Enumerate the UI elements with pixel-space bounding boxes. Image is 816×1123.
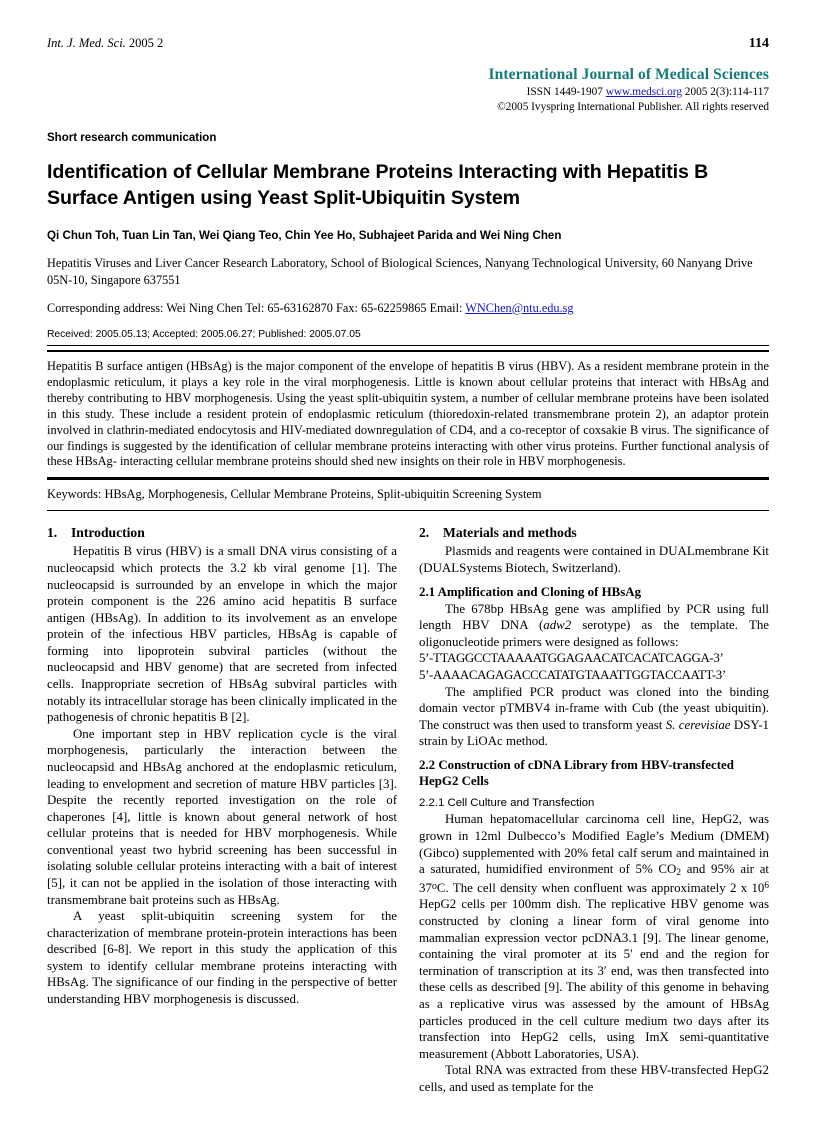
paragraph-part: The amplified PCR product was cloned into the binding domain vector pTMBV4 in-frame with Cub (the yeast ubiquitin). The construct was then used to transform yeast <box>419 684 769 732</box>
article-type-label: Short research communication <box>47 132 217 145</box>
running-head-journal-italic: Int. J. Med. Sci. <box>47 36 126 50</box>
running-head <box>47 36 769 54</box>
paragraph: Hepatitis B virus (HBV) is a small DNA virus consisting of a nucleocapsid which protects the 3.2 kb viral genome [1]. The nucleocapsid is surrounded by an envelope in which the major protein component is the 226 amino acid hepatitis B surface antigen (HBsAg). In addition to its involvement as an envelope protein of the infectious HBV particles, HBsAg is capable of forming into lipoprotein subviral particles (without the nucleocapsid and HBV genome) that are secreted from infected cells. Inappropriate secretion of HBsAg subviral particles with notably its intracellular storage has been clinically implicated in the pathogenesis of chronic hepatitis B [2]. <box>47 544 397 725</box>
running-head-journal-volume: 2005 2 <box>125 36 164 50</box>
divider-below-abstract-thin <box>47 479 769 480</box>
divider-below-keywords <box>47 510 769 511</box>
paragraph-part: and 95% air at 37 <box>419 862 770 895</box>
section-title-2: Materials and methods <box>443 525 577 541</box>
section-heading-materials-and-methods <box>419 525 769 541</box>
author-list: Qi Chun Toh, Tuan Lin Tan, Wei Qiang Teo, Chin Yee Ho, Subhajeet Parida and Wei Ning Chen <box>47 229 562 243</box>
serotype-italic: adw2 <box>543 618 572 633</box>
subsection-heading-2-1: 2.1 Amplification and Cloning of HBsAg <box>419 584 642 599</box>
co2-subscript: 2 <box>676 867 681 878</box>
paragraph-part: The 678bp HBsAg gene was amplified by PCR using full length HBV DNA ( <box>419 601 769 633</box>
paragraph: Plasmids and reagents were contained in DUALmembrane Kit (DUALSystems Biotech, Switzerland). <box>419 544 769 575</box>
section-number-2: 2. <box>419 525 430 541</box>
subsection-heading-2-2-1: 2.2.1 Cell Culture and Transfection <box>419 797 595 810</box>
paragraph-part: C. The cell density when confluent was approximately 2 x 10 <box>436 880 765 895</box>
divider-above-abstract-thin <box>47 345 769 346</box>
primer-sequence-reverse: 5’-AAAACAGAGACCCATATGTAAATTGGTACCAATT-3’ <box>419 668 726 682</box>
article-body <box>47 525 769 1095</box>
keywords: Keywords: HBsAg, Morphogenesis, Cellular Membrane Proteins, Split-ubiquitin Screening System <box>47 487 542 502</box>
paragraph: One important step in HBV replication cycle is the viral morphogenesis, particularly the interaction between the nucleocapsid and HBsAg anchored at the endoplasmic reticulum, leading to envelopment and secretion of mature HBV particles [3]. Despite the recently reported investigation on the role of chaperones [4], little is known about general network of host cellular proteins that is needed for HBV morphogenesis. While conventional yeast two hybrid screening has been successful in isolating soluble cellular proteins interacting with a bait of interest [5], it can not be applied in the isolation of those interacting with transmembrane bait proteins such as HBsAg. <box>47 726 397 907</box>
journal-website-link[interactable]: www.medsci.org <box>605 85 682 98</box>
section-title-1: Introduction <box>71 525 145 541</box>
corresponding-label: Corresponding address: Wei Ning Chen Tel: 65-63162870 Fax: 65-62259865 Email: <box>47 300 466 315</box>
abstract-text: Hepatitis B surface antigen (HBsAg) is the major component of the envelope of hepatitis B virus (HBV). As a resident membrane protein in the endoplasmic reticulum, it plays a key role in the viral morphogenesis. Little is known about cellular proteins that interact with HBsAg and thereby contributing to HBV morphogenesis. Using the yeast split-ubiquitin system, a number of cellular membrane proteins have been isolated in this study. These include a resident protein of endoplasmic reticulum (thioredoxin-related transmembrane protein 2), an adaptor protein involved in clathrin-mediated endocytosis and HIV-mediated downregulation of CD4, and a co-receptor of coxsakie B virus. The significance of our findings is suggested by the identification of cellular membrane proteins interacting with other virus proteins. Further functional analysis of these HBsAg- interacting cellular membrane proteins should shed new insights on their role in HBV morphogenesis. <box>47 358 769 469</box>
species-name-italic: S. cerevisiae <box>665 717 731 732</box>
paragraph-part: serotype) as the template. The oligonucleotide primers were designed as follows: <box>419 618 769 649</box>
paragraph-part: DSY-1 strain by LiOAc method. <box>419 717 769 749</box>
paragraph <box>419 601 769 651</box>
corresponding-address <box>47 301 769 316</box>
paragraph <box>419 811 769 1062</box>
corresponding-email-link[interactable]: WNChen@ntu.edu.sg <box>465 300 574 315</box>
page-number: 114 <box>748 36 769 51</box>
divider-above-abstract-thick <box>47 350 769 352</box>
publication-dates: Received: 2005.05.13; Accepted: 2005.06.27; Published: 2005.07.05 <box>47 328 361 340</box>
paragraph <box>419 684 769 750</box>
column-left <box>47 525 397 1095</box>
degree-symbol: o <box>431 881 437 893</box>
issn-label: ISSN 1449-1907 <box>526 85 606 98</box>
exponent-superscript: 6 <box>764 881 769 891</box>
journal-issn-line <box>47 86 769 100</box>
page-title: Identification of Cellular Membrane Proteins Interacting with Hepatitis B Surface Antigen using Yeast Split-Ubiquitin System <box>47 161 709 209</box>
journal-copyright: ©2005 Ivyspring International Publisher. All rights reserved <box>497 100 769 113</box>
subsection-heading-2-2: 2.2 Construction of cDNA Library from HBV-transfected HepG2 Cells <box>419 757 734 789</box>
section-number-1: 1. <box>47 525 58 541</box>
journal-title: International Journal of Medical Sciences <box>488 66 769 83</box>
affiliation: Hepatitis Viruses and Liver Cancer Research Laboratory, School of Biological Sciences, Nanyang Technological University, 60 Nanyang Drive 05N-10, Singapore 637551 <box>47 256 753 287</box>
paragraph: A yeast split-ubiquitin screening system for the characterization of membrane protein-protein interactions has been described [6-8]. We report in this study the application of this system to identify cellular membrane proteins interacting with HBsAg. The significance of our finding in the perspective of better understanding HBV morphogenesis is discussed. <box>47 909 397 1007</box>
primer-sequence-forward: 5’-TTAGGCCTAAAAATGGAGAACATCACATCAGGA-3’ <box>419 651 724 666</box>
paragraph-part: HepG2 cells per 100mm dish. The replicative HBV genome was constructed by cloning a linear form of viral genome into mammalian expression vector pcDNA3.1 [9]. The linear genome, containing the viral promoter at its 5′ end and the region for termination of transcription at its 3′ end, was then transfected into these cells as described [9]. The ability of this genome in behaving as a replicative virus was assessed by the amount of HBsAg particles produced in the cell culture medium two days after its transfection into HepG2 cells, using ImX semi-quantitative measurement (Abbott Laboratories, USA). <box>419 897 769 1061</box>
paragraph: Total RNA was extracted from these HBV-transfected HepG2 cells, and used as template for the <box>419 1063 769 1094</box>
journal-masthead <box>47 66 769 114</box>
journal-issue-info: 2005 2(3):114-117 <box>681 85 769 98</box>
column-right <box>419 525 769 1095</box>
running-head-journal <box>47 36 163 51</box>
section-heading-introduction <box>47 525 397 541</box>
paragraph-part: Human hepatomacellular carcinoma cell line, HepG2, was grown in 12ml Dulbecco’s Modified Eagle’s Medium (DMEM) (Gibco) supplemented with 20% fetal calf serum and maintained in a saturated, humidified environment of 5% CO <box>419 812 769 877</box>
